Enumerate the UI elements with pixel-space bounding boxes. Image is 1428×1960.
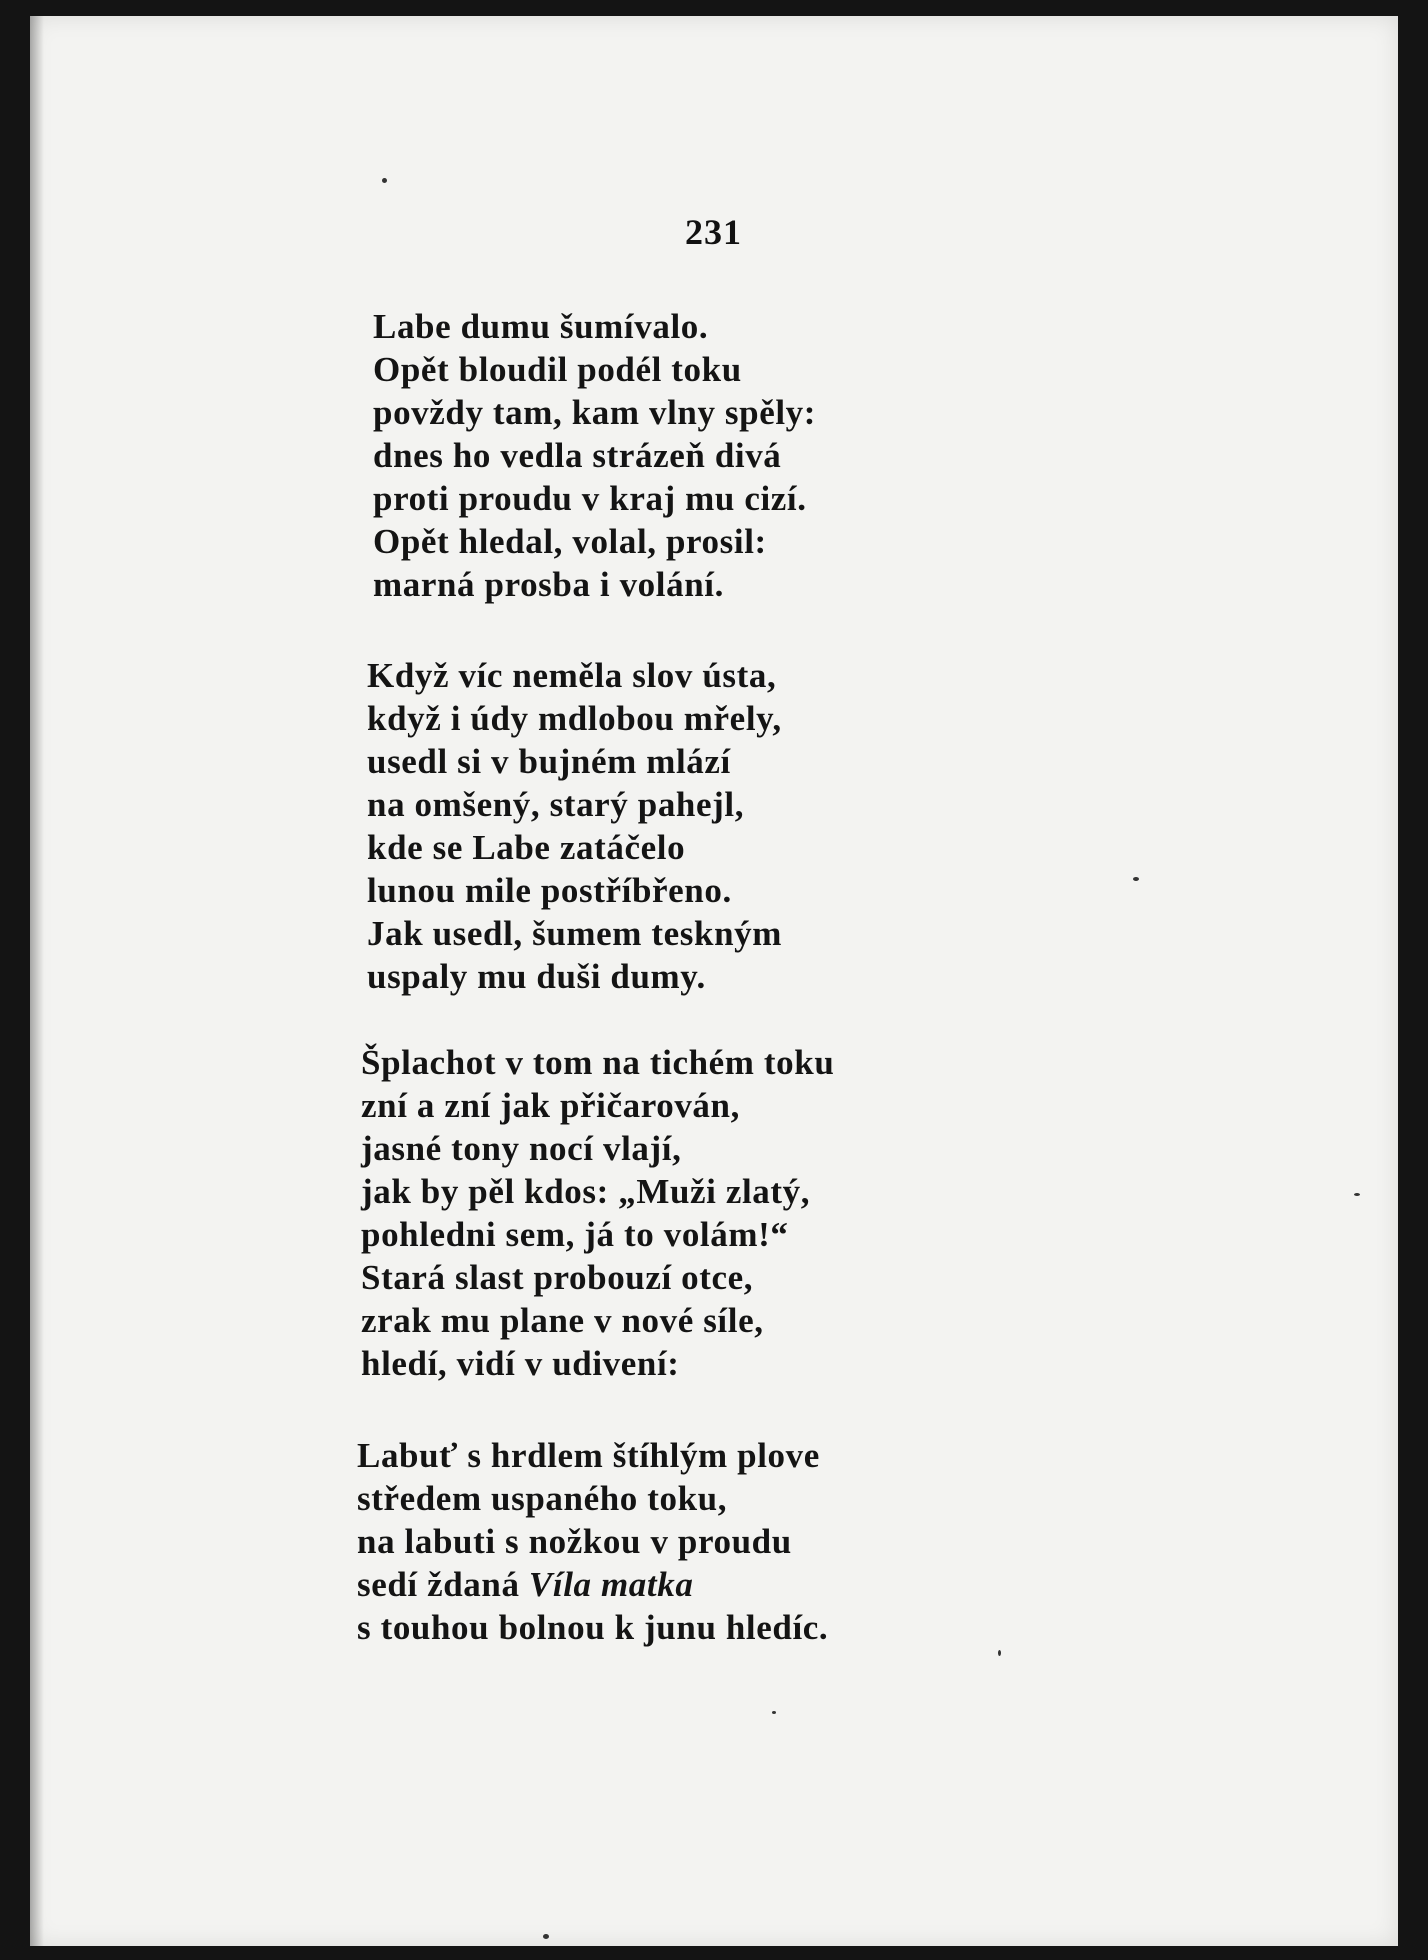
verse-line: Šplachot v tom na tichém toku [361, 1043, 835, 1082]
stanza-2 [367, 654, 782, 998]
verse-line: dnes ho vedla strázeň divá [373, 436, 782, 475]
verse-line: s touhou bolnou k junu hledíc. [357, 1608, 829, 1647]
book-page [30, 16, 1398, 1946]
verse-line: Když víc neměla slov ústa, [367, 656, 777, 695]
verse-line: lunou mile postříbřeno. [367, 871, 732, 910]
scan-speck [1133, 877, 1139, 881]
verse-italic-text: Víla matka [528, 1565, 694, 1604]
verse-line: marná prosba i volání. [373, 565, 724, 604]
scan-speck [998, 1650, 1001, 1656]
verse-plain-text: sedí ždaná [357, 1565, 529, 1604]
scan-speck [1354, 1193, 1360, 1196]
verse-line: usedl si v bujném mlází [367, 742, 731, 781]
verse-line: Labe dumu šumívalo. [373, 307, 709, 346]
verse-line: povždy tam, kam vlny spěly: [373, 393, 817, 432]
verse-line: hledí, vidí v udivení: [361, 1344, 680, 1383]
page-number: 231 [685, 212, 742, 252]
stanza-1 [373, 305, 816, 606]
verse-line: středem uspaného toku, [357, 1479, 728, 1518]
verse-line: zní a zní jak přičarován, [361, 1086, 740, 1125]
verse-line: Labuť s hrdlem štíhlým plove [357, 1436, 820, 1475]
stanza-4 [357, 1434, 828, 1649]
verse-line: jak by pěl kdos: „Muži zlatý, [361, 1172, 811, 1211]
scan-speck [382, 178, 387, 183]
verse-line: uspaly mu duši dumy. [367, 957, 706, 996]
verse-line: Opět hledal, volal, prosil: [373, 522, 767, 561]
verse-line: proti proudu v kraj mu cizí. [373, 479, 807, 518]
verse-line: pohledni sem, já to volám!“ [361, 1215, 789, 1254]
verse-line-mixed [357, 1563, 828, 1606]
verse-line: když i údy mdlobou mřely, [367, 699, 782, 738]
stanza-3 [361, 1041, 834, 1385]
verse-line: Stará slast probouzí otce, [361, 1258, 754, 1297]
verse-line: jasné tony nocí vlají, [361, 1129, 682, 1168]
verse-line: na labuti s nožkou v proudu [357, 1522, 792, 1561]
verse-line: zrak mu plane v nové síle, [361, 1301, 764, 1340]
verse-line: na omšený, starý pahejl, [367, 785, 745, 824]
verse-line: kde se Labe zatáčelo [367, 828, 686, 867]
scan-speck [772, 1711, 776, 1714]
scan-speck [543, 1934, 549, 1939]
verse-line: Jak usedl, šumem teskným [367, 914, 783, 953]
verse-line: Opět bloudil podél toku [373, 350, 742, 389]
page-spine-shadow [30, 16, 44, 1946]
